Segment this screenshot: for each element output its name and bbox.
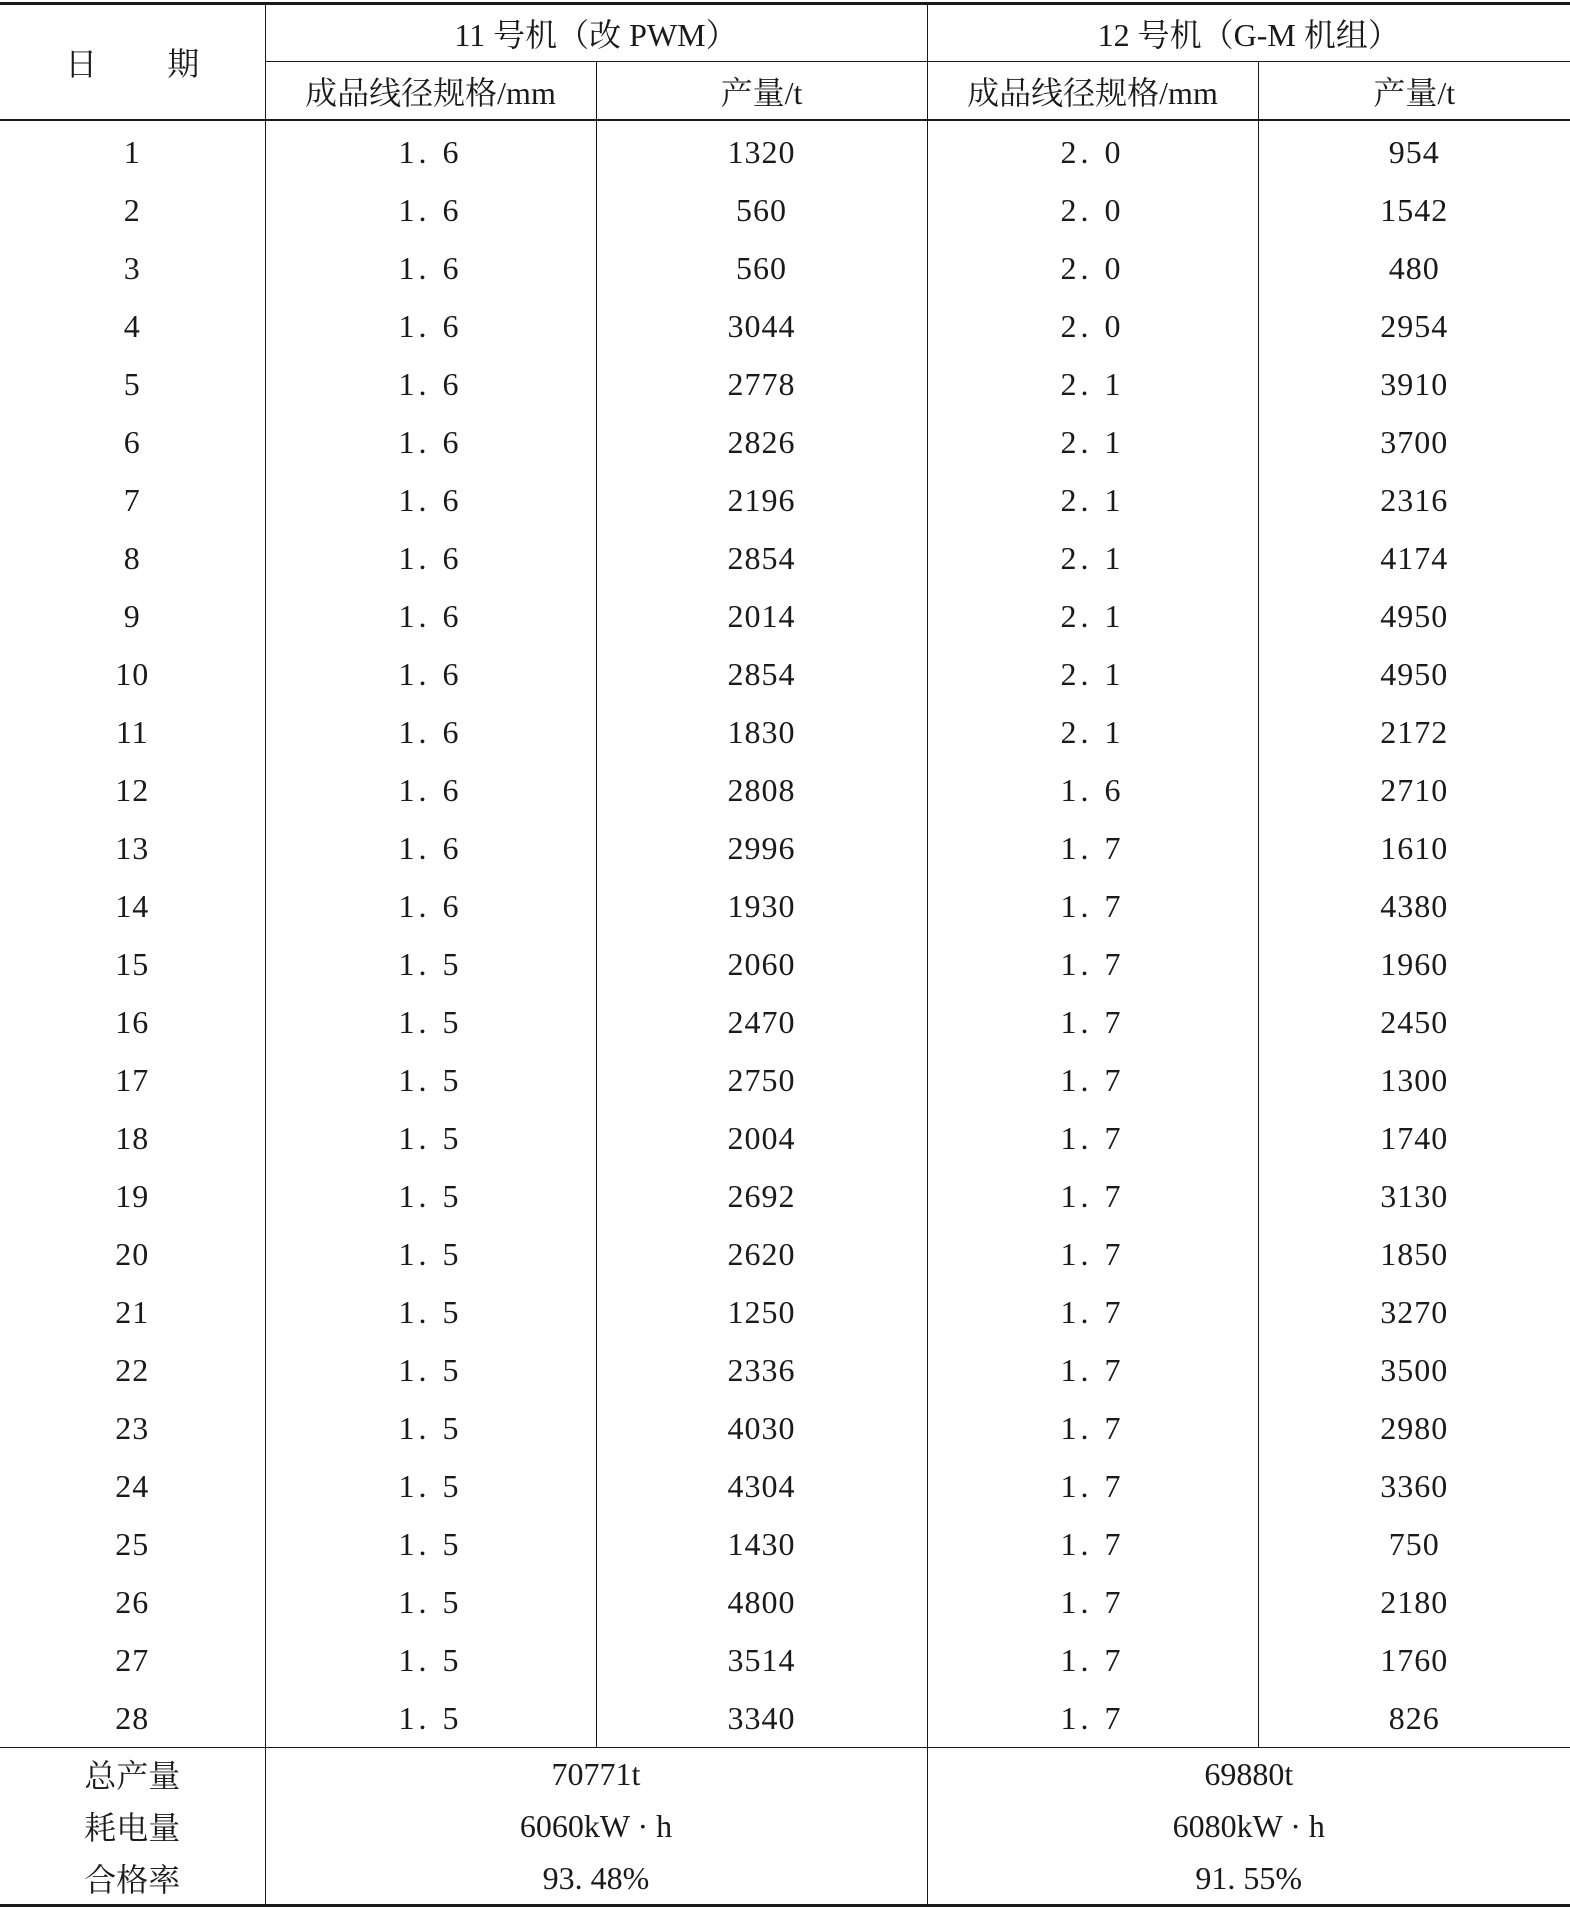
machine-12-output-cell: 1300 bbox=[1380, 1061, 1449, 1098]
summary-label: 合格率 bbox=[0, 1852, 265, 1906]
machine-12-output-cell: 1760 bbox=[1380, 1641, 1449, 1678]
machine-12-output-cell: 2450 bbox=[1380, 1003, 1449, 1040]
day-cell: 23 bbox=[0, 1399, 265, 1457]
machine-11-output-cell: 1930 bbox=[596, 877, 927, 935]
production-table bbox=[0, 2, 1570, 1907]
table-row bbox=[0, 1341, 1570, 1399]
machine-11-spec-cell: 1. 6 bbox=[265, 181, 596, 239]
machine-11-output-cell: 3340 bbox=[596, 1689, 927, 1748]
day-cell: 16 bbox=[0, 993, 265, 1051]
machine-12-output-cell: 480 bbox=[1388, 249, 1440, 286]
day-cell: 1 bbox=[0, 120, 265, 181]
machine-11-output-cell: 3044 bbox=[596, 297, 927, 355]
machine-11-spec-cell: 1. 5 bbox=[265, 1399, 596, 1457]
machine-12-spec-cell: 1. 7 bbox=[927, 819, 1258, 877]
machine-12-spec-cell: 1. 7 bbox=[927, 1631, 1258, 1689]
machine-11-spec-cell: 1. 5 bbox=[265, 1341, 596, 1399]
machine-12-spec-cell: 2. 0 bbox=[927, 239, 1258, 297]
machine-11-output-cell: 2996 bbox=[596, 819, 927, 877]
day-cell: 25 bbox=[0, 1515, 265, 1573]
table-row bbox=[0, 1457, 1570, 1515]
machine-12-output-cell: 3910 bbox=[1380, 365, 1449, 402]
machine-12-output-cell: 2180 bbox=[1380, 1583, 1449, 1620]
day-cell: 11 bbox=[0, 703, 265, 761]
day-cell: 14 bbox=[0, 877, 265, 935]
day-cell: 19 bbox=[0, 1167, 265, 1225]
day-cell: 5 bbox=[0, 355, 265, 413]
machine-12-spec-cell: 2. 1 bbox=[927, 645, 1258, 703]
table-summary bbox=[0, 1748, 1570, 1906]
machine-12-spec-cell: 1. 7 bbox=[927, 1399, 1258, 1457]
machine-11-output-cell: 2750 bbox=[596, 1051, 927, 1109]
machine-12-output-cell: 826 bbox=[1388, 1699, 1440, 1736]
machine-11-output-cell: 2336 bbox=[596, 1341, 927, 1399]
machine-12-spec-cell: 2. 0 bbox=[927, 181, 1258, 239]
machine-11-output-cell: 2004 bbox=[596, 1109, 927, 1167]
date-column-header bbox=[0, 4, 265, 121]
machine-11-spec-cell: 1. 6 bbox=[265, 761, 596, 819]
machine-12-output-cell: 1542 bbox=[1380, 191, 1449, 228]
machine-11-output-cell: 4800 bbox=[596, 1573, 927, 1631]
machine-11-spec-cell: 1. 6 bbox=[265, 239, 596, 297]
machine-11-spec-cell: 1. 6 bbox=[265, 120, 596, 181]
machine-11-spec-cell: 1. 6 bbox=[265, 645, 596, 703]
machine-11-output-cell: 2826 bbox=[596, 413, 927, 471]
summary-row bbox=[0, 1800, 1570, 1852]
machine-12-spec-cell: 1. 7 bbox=[927, 1341, 1258, 1399]
machine-12-output-cell: 4174 bbox=[1380, 539, 1449, 576]
machine-12-output-cell: 1740 bbox=[1380, 1119, 1449, 1156]
day-cell: 27 bbox=[0, 1631, 265, 1689]
machine-12-spec-cell: 1. 6 bbox=[927, 761, 1258, 819]
machine-12-spec-cell: 1. 7 bbox=[927, 1457, 1258, 1515]
machine-12-output-cell: 4380 bbox=[1380, 887, 1449, 924]
machine-11-output-cell: 560 bbox=[596, 181, 927, 239]
machine-11-output-cell: 2196 bbox=[596, 471, 927, 529]
machine-12-spec-cell: 1. 7 bbox=[927, 1283, 1258, 1341]
table-row bbox=[0, 1051, 1570, 1109]
machine-12-header: 12 号机（G-M 机组） bbox=[927, 4, 1570, 62]
machine-12-output-cell: 3500 bbox=[1380, 1351, 1449, 1388]
day-cell: 12 bbox=[0, 761, 265, 819]
table-row bbox=[0, 181, 1570, 239]
machine-11-output-cell: 1830 bbox=[596, 703, 927, 761]
table-row bbox=[0, 239, 1570, 297]
machine-12-spec-cell: 1. 7 bbox=[927, 1689, 1258, 1748]
machine-12-output-cell: 4950 bbox=[1380, 655, 1449, 692]
day-cell: 21 bbox=[0, 1283, 265, 1341]
machine-11-summary-value: 6060kW · h bbox=[265, 1800, 927, 1852]
machine-12-spec-cell: 1. 7 bbox=[927, 1225, 1258, 1283]
table-row bbox=[0, 120, 1570, 181]
machine-12-output-cell: 2172 bbox=[1380, 713, 1449, 750]
summary-row bbox=[0, 1748, 1570, 1801]
table-header bbox=[0, 4, 1570, 121]
summary-label: 耗电量 bbox=[0, 1800, 265, 1852]
machine-11-output-cell: 1250 bbox=[596, 1283, 927, 1341]
machine-12-spec-cell: 1. 7 bbox=[927, 1573, 1258, 1631]
table-body bbox=[0, 120, 1570, 1748]
table-row bbox=[0, 1109, 1570, 1167]
machine-11-spec-cell: 1. 6 bbox=[265, 413, 596, 471]
machine-12-spec-cell: 2. 1 bbox=[927, 587, 1258, 645]
machine-11-spec-cell: 1. 6 bbox=[265, 587, 596, 645]
machine-11-spec-cell: 1. 6 bbox=[265, 529, 596, 587]
table-row bbox=[0, 297, 1570, 355]
table-row bbox=[0, 645, 1570, 703]
machine-11-output-cell: 2778 bbox=[596, 355, 927, 413]
machine-12-spec-header: 成品线径规格/mm bbox=[927, 62, 1258, 121]
day-cell: 28 bbox=[0, 1689, 265, 1748]
day-cell: 2 bbox=[0, 181, 265, 239]
machine-11-spec-cell: 1. 6 bbox=[265, 877, 596, 935]
summary-row bbox=[0, 1852, 1570, 1906]
machine-12-spec-cell: 1. 7 bbox=[927, 1109, 1258, 1167]
day-cell: 15 bbox=[0, 935, 265, 993]
machine-12-output-header: 产量/t bbox=[1258, 62, 1570, 121]
machine-11-output-cell: 2808 bbox=[596, 761, 927, 819]
machine-12-output-cell: 1850 bbox=[1380, 1235, 1449, 1272]
machine-12-summary-value: 69880t bbox=[927, 1748, 1570, 1801]
machine-12-output-cell: 2710 bbox=[1380, 771, 1449, 808]
table-row bbox=[0, 355, 1570, 413]
table-row bbox=[0, 877, 1570, 935]
machine-11-output-cell: 2854 bbox=[596, 645, 927, 703]
table-row bbox=[0, 993, 1570, 1051]
table-row bbox=[0, 529, 1570, 587]
table-row bbox=[0, 1167, 1570, 1225]
table-row bbox=[0, 703, 1570, 761]
machine-12-spec-cell: 2. 0 bbox=[927, 120, 1258, 181]
table-row bbox=[0, 1689, 1570, 1748]
machine-11-spec-cell: 1. 5 bbox=[265, 935, 596, 993]
machine-12-spec-cell: 1. 7 bbox=[927, 993, 1258, 1051]
date-header-char-2: 期 bbox=[167, 46, 200, 82]
machine-12-summary-value: 6080kW · h bbox=[1172, 1807, 1325, 1844]
machine-11-output-header: 产量/t bbox=[596, 62, 927, 121]
machine-11-spec-cell: 1. 5 bbox=[265, 1109, 596, 1167]
machine-11-spec-cell: 1. 5 bbox=[265, 1631, 596, 1689]
machine-11-spec-cell: 1. 5 bbox=[265, 993, 596, 1051]
table-row bbox=[0, 1515, 1570, 1573]
day-cell: 6 bbox=[0, 413, 265, 471]
machine-11-spec-cell: 1. 6 bbox=[265, 471, 596, 529]
machine-12-output-cell: 3270 bbox=[1380, 1293, 1449, 1330]
machine-11-output-cell: 2854 bbox=[596, 529, 927, 587]
machine-12-spec-cell: 1. 7 bbox=[927, 877, 1258, 935]
machine-11-spec-cell: 1. 5 bbox=[265, 1283, 596, 1341]
table-row bbox=[0, 471, 1570, 529]
machine-12-spec-cell: 1. 7 bbox=[927, 935, 1258, 993]
machine-11-spec-cell: 1. 5 bbox=[265, 1167, 596, 1225]
machine-11-spec-cell: 1. 5 bbox=[265, 1515, 596, 1573]
machine-12-output-cell: 4950 bbox=[1380, 597, 1449, 634]
machine-11-output-cell: 2692 bbox=[596, 1167, 927, 1225]
machine-11-summary-value: 70771t bbox=[265, 1748, 927, 1801]
machine-11-spec-cell: 1. 5 bbox=[265, 1689, 596, 1748]
machine-12-output-cell: 2980 bbox=[1380, 1409, 1449, 1446]
machine-11-spec-cell: 1. 6 bbox=[265, 297, 596, 355]
day-cell: 17 bbox=[0, 1051, 265, 1109]
machine-12-output-cell: 3130 bbox=[1380, 1177, 1449, 1214]
machine-11-summary-value: 93. 48% bbox=[265, 1852, 927, 1906]
day-cell: 7 bbox=[0, 471, 265, 529]
machine-12-spec-cell: 1. 7 bbox=[927, 1051, 1258, 1109]
machine-11-header: 11 号机（改 PWM） bbox=[265, 4, 927, 62]
machine-12-output-cell: 954 bbox=[1388, 133, 1440, 170]
day-cell: 26 bbox=[0, 1573, 265, 1631]
table-row bbox=[0, 761, 1570, 819]
machine-11-output-cell: 2014 bbox=[596, 587, 927, 645]
machine-12-output-cell: 2316 bbox=[1380, 481, 1449, 518]
table-row bbox=[0, 819, 1570, 877]
machine-12-spec-cell: 2. 1 bbox=[927, 355, 1258, 413]
table-row bbox=[0, 1631, 1570, 1689]
machine-12-output-cell: 1960 bbox=[1380, 945, 1449, 982]
day-cell: 4 bbox=[0, 297, 265, 355]
machine-11-output-cell: 1320 bbox=[596, 120, 927, 181]
machine-11-output-cell: 3514 bbox=[596, 1631, 927, 1689]
day-cell: 9 bbox=[0, 587, 265, 645]
day-cell: 18 bbox=[0, 1109, 265, 1167]
day-cell: 24 bbox=[0, 1457, 265, 1515]
table-row bbox=[0, 935, 1570, 993]
machine-11-output-cell: 4304 bbox=[596, 1457, 927, 1515]
machine-11-output-cell: 1430 bbox=[596, 1515, 927, 1573]
machine-11-spec-cell: 1. 5 bbox=[265, 1051, 596, 1109]
machine-12-output-cell: 1610 bbox=[1380, 829, 1449, 866]
machine-12-spec-cell: 2. 1 bbox=[927, 413, 1258, 471]
machine-11-output-cell: 2620 bbox=[596, 1225, 927, 1283]
day-cell: 3 bbox=[0, 239, 265, 297]
machine-12-output-cell: 3360 bbox=[1380, 1467, 1449, 1504]
machine-11-spec-cell: 1. 5 bbox=[265, 1457, 596, 1515]
table-row bbox=[0, 1283, 1570, 1341]
day-cell: 13 bbox=[0, 819, 265, 877]
machine-11-spec-cell: 1. 5 bbox=[265, 1225, 596, 1283]
machine-11-spec-cell: 1. 6 bbox=[265, 819, 596, 877]
machine-12-spec-cell: 2. 1 bbox=[927, 703, 1258, 761]
day-cell: 20 bbox=[0, 1225, 265, 1283]
machine-11-output-cell: 560 bbox=[596, 239, 927, 297]
day-cell: 10 bbox=[0, 645, 265, 703]
table-row bbox=[0, 587, 1570, 645]
machine-12-summary-value: 91. 55% bbox=[927, 1852, 1570, 1906]
machine-12-spec-cell: 2. 1 bbox=[927, 471, 1258, 529]
machine-11-output-cell: 4030 bbox=[596, 1399, 927, 1457]
machine-12-output-cell: 2954 bbox=[1380, 307, 1449, 344]
machine-12-spec-cell: 1. 7 bbox=[927, 1167, 1258, 1225]
day-cell: 8 bbox=[0, 529, 265, 587]
machine-11-spec-cell: 1. 6 bbox=[265, 355, 596, 413]
machine-12-spec-cell: 2. 1 bbox=[927, 529, 1258, 587]
machine-11-spec-cell: 1. 5 bbox=[265, 1573, 596, 1631]
date-header-char-1: 日 bbox=[65, 46, 98, 82]
machine-12-spec-cell: 1. 7 bbox=[927, 1515, 1258, 1573]
day-cell: 22 bbox=[0, 1341, 265, 1399]
machine-12-output-cell: 750 bbox=[1388, 1525, 1440, 1562]
table-row bbox=[0, 1399, 1570, 1457]
machine-11-output-cell: 2470 bbox=[596, 993, 927, 1051]
table-row bbox=[0, 1225, 1570, 1283]
machine-12-spec-cell: 2. 0 bbox=[927, 297, 1258, 355]
table-row bbox=[0, 1573, 1570, 1631]
machine-11-output-cell: 2060 bbox=[596, 935, 927, 993]
summary-label: 总产量 bbox=[0, 1748, 265, 1801]
machine-12-output-cell: 3700 bbox=[1380, 423, 1449, 460]
machine-11-spec-cell: 1. 6 bbox=[265, 703, 596, 761]
table-row bbox=[0, 413, 1570, 471]
machine-11-spec-header: 成品线径规格/mm bbox=[265, 62, 596, 121]
